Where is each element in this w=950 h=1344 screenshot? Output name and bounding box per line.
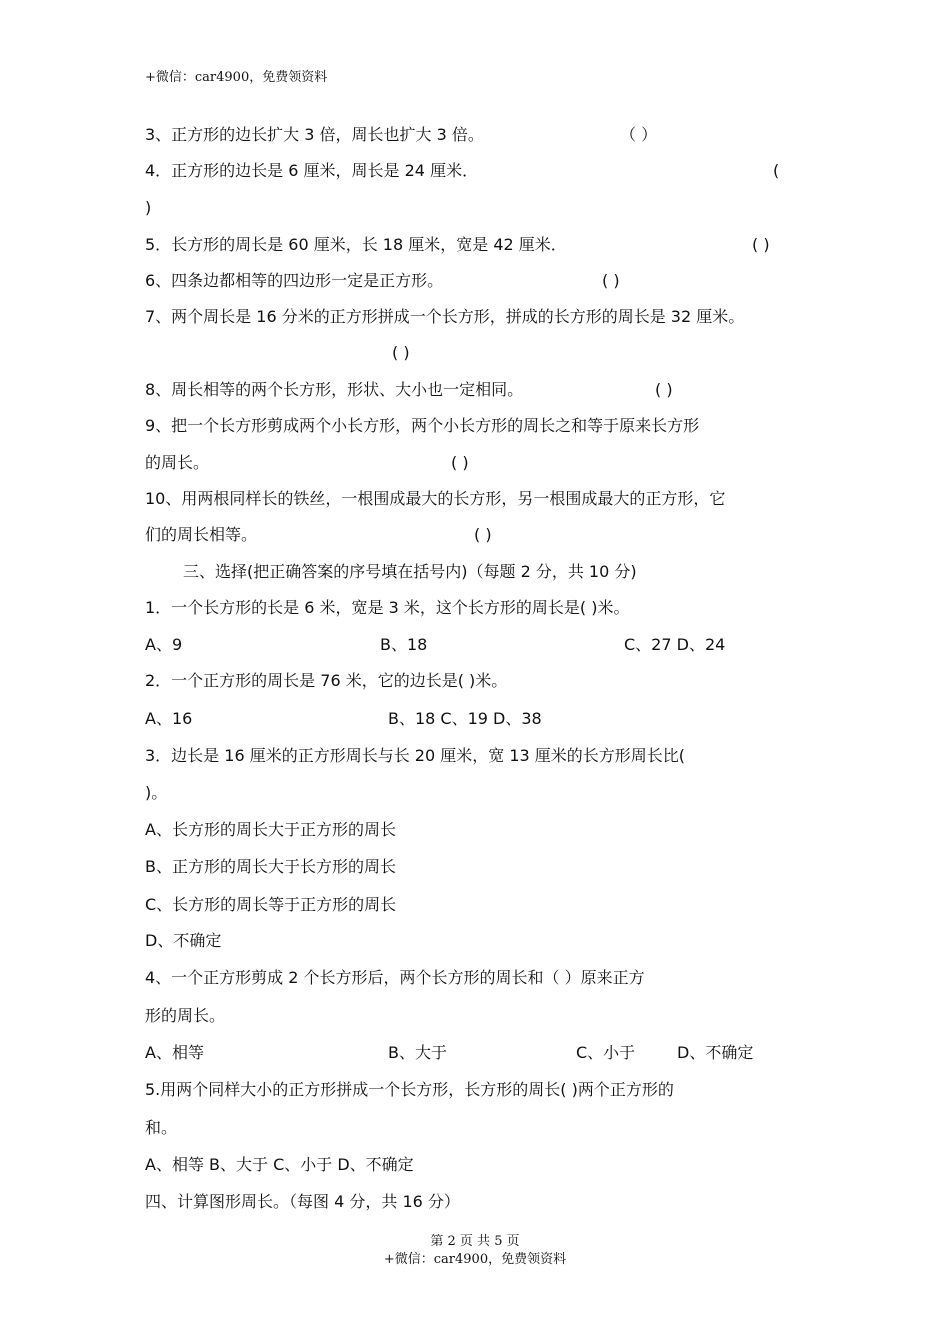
page-footer-ad: +微信：car4900，免费领资料: [383, 1252, 567, 1267]
mc-question-5-cont: 和。: [145, 1118, 178, 1137]
option-bcd: B、18 C、19 D、38: [388, 709, 542, 728]
mc-question-2: 2．一个正方形的周长是 76 米，它的边长是( )米。: [145, 671, 508, 690]
option-b: B、大于: [388, 1043, 447, 1062]
tf-question-10: 10、用两根同样长的铁丝，一根围成最大的长方形，另一根围成最大的正方形，它: [145, 489, 726, 508]
section-4-title: 四、计算图形周长。（每图 4 分，共 16 分）: [145, 1192, 460, 1211]
answer-blank: ( ): [602, 271, 620, 290]
answer-blank: ( ): [752, 235, 770, 254]
tf-question-7: 7、两个周长是 16 分米的正方形拼成一个长方形，拼成的长方形的周长是 32 厘米。: [145, 307, 745, 326]
page-header: +微信：car4900，免费领资料: [145, 70, 328, 85]
answer-blank: （ ）: [620, 125, 658, 144]
options-abcd: A、相等 B、大于 C、小于 D、不确定: [145, 1155, 414, 1174]
mc-question-4: 4、一个正方形剪成 2 个长方形后，两个长方形的周长和（ ）原来正方: [145, 968, 645, 987]
option-d: D、不确定: [677, 1043, 754, 1062]
option-cd: C、27 D、24: [624, 635, 726, 654]
mc-question-4-cont: 形的周长。: [145, 1006, 226, 1025]
mc-question-1: 1．一个长方形的长是 6 米，宽是 3 米，这个长方形的周长是( )米。: [145, 598, 630, 617]
tf-question-9-cont: 的周长。: [145, 453, 210, 472]
option-a: A、相等: [145, 1043, 204, 1062]
option-c: C、小于: [576, 1043, 636, 1062]
option-a: A、9: [145, 635, 183, 654]
mc-question-3: 3．边长是 16 厘米的正方形周长与长 20 厘米，宽 13 厘米的长方形周长比(: [145, 746, 686, 765]
answer-blank: ( ): [474, 525, 492, 544]
answer-blank: ( ): [392, 343, 410, 362]
option-c: C、长方形的周长等于正方形的周长: [145, 895, 397, 914]
page-number: 第 2 页 共 5 页: [430, 1234, 520, 1249]
answer-blank: ( ): [451, 453, 469, 472]
option-d: D、不确定: [145, 931, 222, 950]
mc-question-3-cont: )。: [145, 783, 168, 802]
option-a: A、长方形的周长大于正方形的周长: [145, 820, 396, 839]
option-a: A、16: [145, 709, 193, 728]
section-3-title: 三、选择(把正确答案的序号填在括号内)（每题 2 分，共 10 分): [183, 562, 637, 581]
answer-blank: ( ): [655, 380, 673, 399]
tf-question-4: 4．正方形的边长是 6 厘米，周长是 24 厘米．: [145, 161, 479, 180]
tf-question-8: 8、周长相等的两个长方形，形状、大小也一定相同。: [145, 380, 524, 399]
answer-blank-open: (: [773, 161, 780, 180]
tf-question-10-cont: 们的周长相等。: [145, 525, 258, 544]
option-b: B、18: [380, 635, 428, 654]
tf-question-9: 9、把一个长方形剪成两个小长方形，两个小长方形的周长之和等于原来长方形: [145, 416, 700, 435]
answer-blank-close: ): [145, 198, 152, 217]
tf-question-6: 6、四条边都相等的四边形一定是正方形。: [145, 271, 444, 290]
option-b: B、正方形的周长大于长方形的周长: [145, 857, 396, 876]
tf-question-3: 3、正方形的边长扩大 3 倍，周长也扩大 3 倍。: [145, 125, 484, 144]
mc-question-5: 5.用两个同样大小的正方形拼成一个长方形，长方形的周长( )两个正方形的: [145, 1080, 674, 1099]
tf-question-5: 5．长方形的周长是 60 厘米，长 18 厘米，宽是 42 厘米．: [145, 235, 567, 254]
